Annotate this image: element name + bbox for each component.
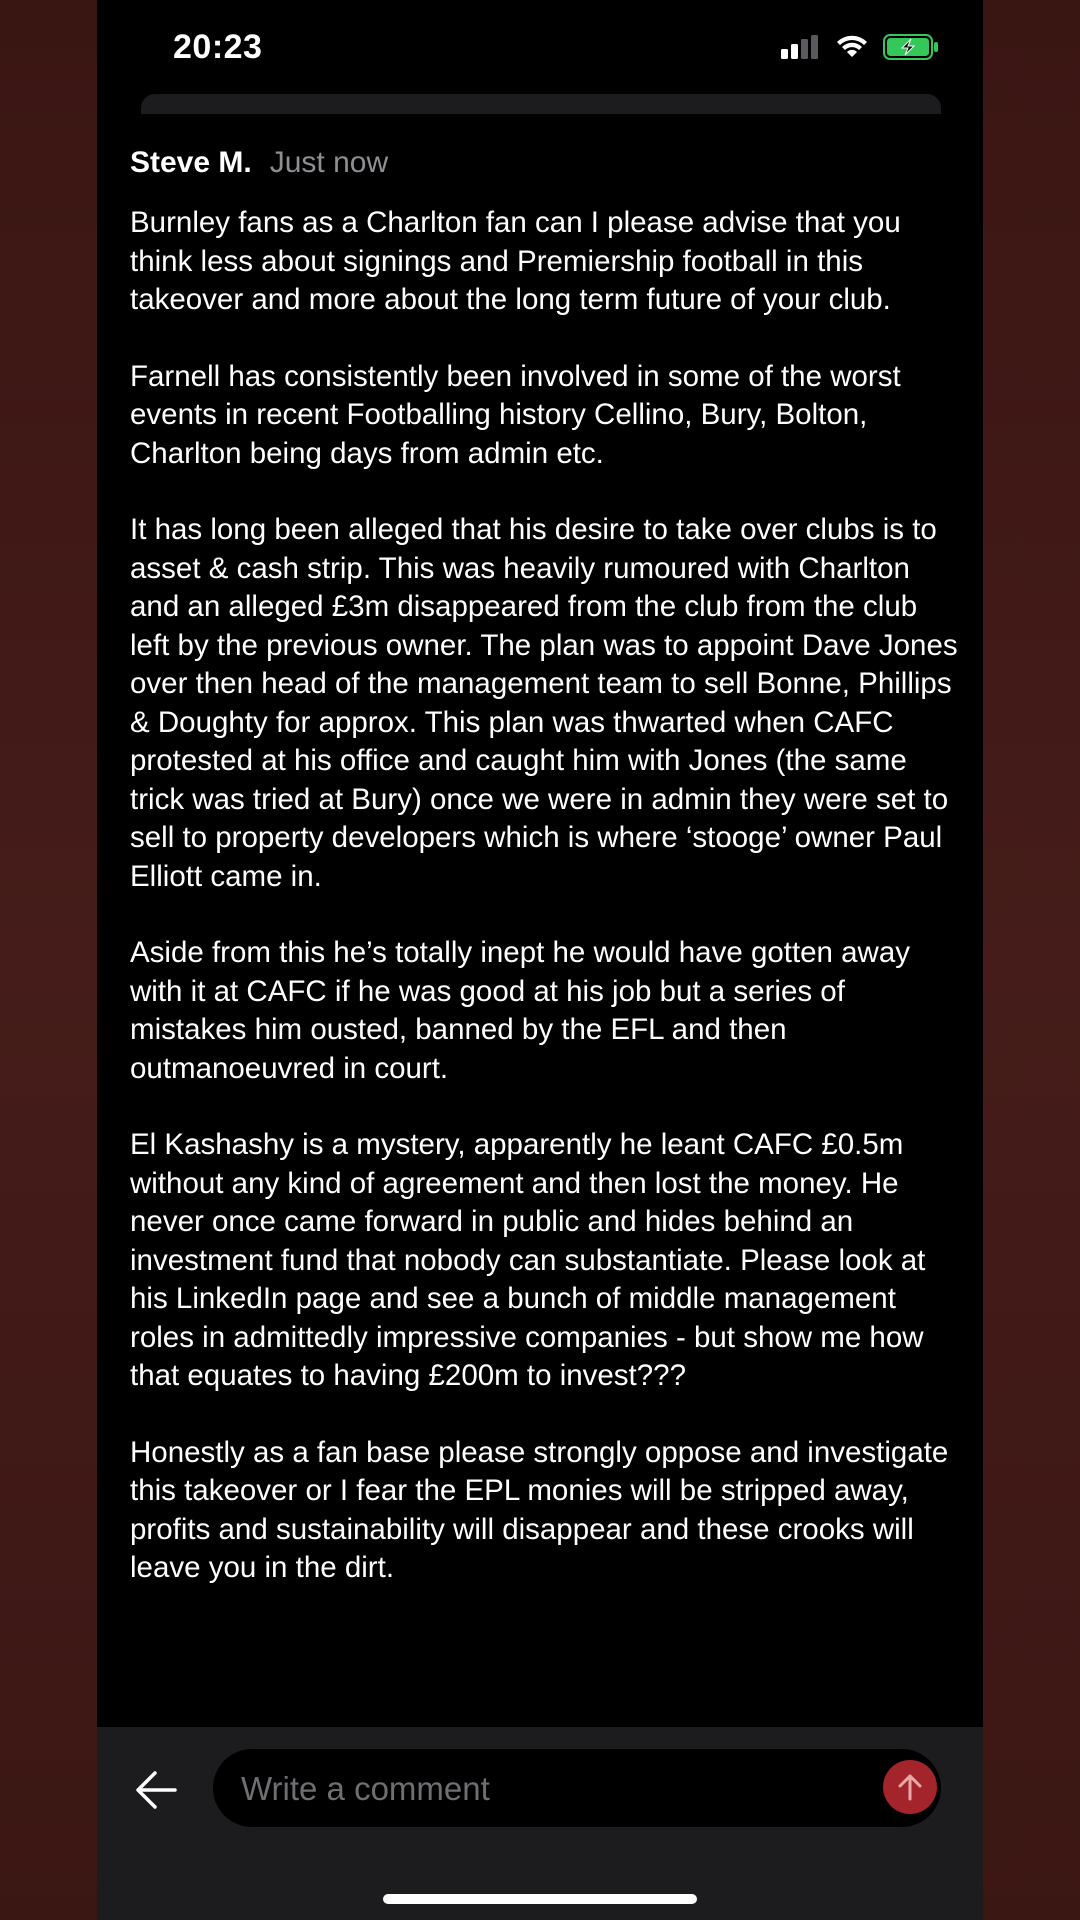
phone-screen	[97, 0, 983, 1920]
comment-body	[130, 204, 960, 1588]
comment-header	[130, 146, 960, 180]
comment-timestamp: Just now	[269, 146, 389, 179]
comment-paragraph: Aside from this he’s totally inept he would have gotten away with it at CAFC if he was good at his job but a series of mistakes him ousted, banned by the EFL and then outmanoeuvred in court.	[130, 936, 911, 1085]
comment-composer	[97, 1727, 983, 1920]
arrow-left-icon	[133, 1767, 179, 1813]
comment-input-container[interactable]	[213, 1749, 941, 1827]
comment-paragraph: El Kashashy is a mystery, apparently he leant CAFC £0.5m without any kind of agreement and then lost the money. He never once came forward in public and hides behind an investment fund that nobody can substantiate. Please look at his LinkedIn page and see a bunch of middle management roles in admittedly impressive companies - but show me how that equates to having £200m to invest???	[130, 1128, 926, 1392]
status-icons	[781, 34, 939, 60]
home-indicator[interactable]	[383, 1894, 697, 1904]
comment-paragraph: Farnell has consistently been involved in some of the worst events in recent Footballing history Cellino, Bury, Bolton, Charlton being days from admin etc.	[130, 359, 901, 470]
arrow-up-icon	[896, 1772, 924, 1802]
status-time: 20:23	[173, 28, 263, 66]
wifi-icon	[835, 35, 869, 59]
cellular-signal-icon	[781, 35, 821, 59]
content-card-top	[141, 94, 941, 114]
send-button[interactable]	[883, 1760, 937, 1814]
background-left	[0, 0, 97, 1920]
comment-input[interactable]	[239, 1749, 843, 1829]
comment-paragraph: Burnley fans as a Charlton fan can I please advise that you think less about signings and Premiership football in this takeover and more about the long term future of your club.	[130, 206, 901, 316]
comment-paragraph: Honestly as a fan base please strongly oppose and investigate this takeover or I fear the EPL monies will be stripped away, profits and sustainability will disappear and these crooks will leave you in the dirt.	[130, 1435, 949, 1584]
battery-charging-icon	[883, 34, 939, 60]
comment	[130, 146, 960, 1626]
comment-paragraph: It has long been alleged that his desire to take over clubs is to asset & cash strip. This was heavily rumoured with Charlton and an alleged £3m disappeared from the club from the club left by the previous owner. The plan was to appoint Dave Jones over then head of the management team to sell Bonne, Phillips & Doughty for approx. This plan was thwarted when CAFC protested at his office and caught him with Jones (the same trick was tried at Bury) once we were in admin they were set to sell to property developers which is where ‘stooge’ owner Paul Elliott came in.	[130, 513, 958, 893]
back-button[interactable]	[133, 1767, 179, 1813]
comment-author[interactable]: Steve M.	[130, 146, 252, 179]
status-bar	[97, 0, 983, 96]
background-right	[983, 0, 1080, 1920]
